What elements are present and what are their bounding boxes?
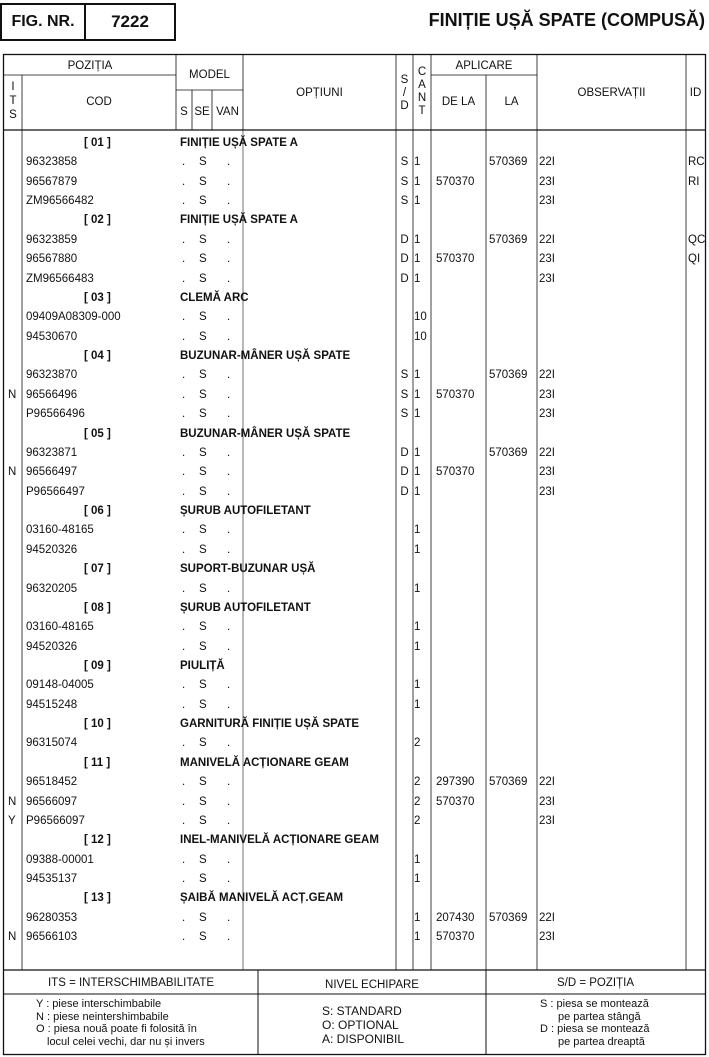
quantity-value: 1 — [414, 699, 421, 711]
legend-nivel-text — [322, 1004, 404, 1046]
observation-value: 22I — [539, 234, 555, 246]
quantity-value: 2 — [414, 815, 421, 827]
from-value: 297390 — [436, 776, 475, 788]
position-number: [ 10 ] — [84, 718, 111, 730]
model-van-mark: . — [227, 195, 231, 207]
model-se-mark: S — [199, 389, 207, 401]
side-value: S — [400, 195, 409, 207]
model-van-mark: . — [227, 447, 231, 459]
part-code: 96566496 — [26, 389, 78, 401]
position-number: [ 11 ] — [84, 757, 111, 769]
part-code: 96566103 — [26, 931, 78, 943]
observation-value: 23I — [539, 486, 555, 498]
model-se-mark: S — [199, 873, 207, 885]
sd-header-slash: / — [402, 87, 407, 99]
model-van-mark: . — [227, 737, 231, 749]
model-van-mark: . — [227, 583, 231, 595]
model-van-mark: . — [227, 389, 231, 401]
observation-value: 23I — [539, 176, 555, 188]
its-value: N — [8, 796, 17, 808]
quantity-value: 1 — [414, 234, 421, 246]
model-se-mark: S — [199, 679, 207, 691]
model-s-mark: . — [182, 331, 186, 343]
part-code: ZM96566482 — [26, 195, 94, 207]
model-s-mark: . — [182, 524, 186, 536]
observation-value: 22I — [539, 912, 555, 924]
model-van-mark: . — [227, 679, 231, 691]
model-van-mark: . — [227, 486, 231, 498]
from-value: 570370 — [436, 796, 475, 808]
dela-header: DE LA — [441, 96, 476, 108]
quantity-value: 1 — [414, 273, 421, 285]
side-value: S — [400, 176, 409, 188]
model-se-mark: S — [199, 815, 207, 827]
model-van-mark: . — [227, 912, 231, 924]
to-value: 570369 — [489, 234, 528, 246]
model-se-mark: S — [199, 176, 207, 188]
model-s-mark: . — [182, 408, 186, 420]
model-van-mark: . — [227, 699, 231, 711]
from-value: 207430 — [436, 912, 475, 924]
quantity-value: 1 — [414, 176, 421, 188]
side-value: S — [400, 369, 409, 381]
part-code: 96567880 — [26, 253, 78, 265]
observation-value: 23I — [539, 931, 555, 943]
model-s-mark: . — [182, 544, 186, 556]
part-code: 09148-04005 — [26, 679, 94, 691]
model-se-mark: S — [199, 156, 207, 168]
quantity-value: 10 — [414, 331, 427, 343]
model-se-mark: S — [199, 544, 207, 556]
its-value: N — [8, 389, 17, 401]
observation-value: 23I — [539, 195, 555, 207]
side-value: D — [400, 486, 409, 498]
side-value: S — [400, 408, 409, 420]
observation-value: 22I — [539, 776, 555, 788]
side-value: D — [400, 234, 409, 246]
legend-nivel-line: A: DISPONIBIL — [322, 1032, 405, 1046]
part-code: 96320205 — [26, 583, 78, 595]
its-header-i: I — [11, 81, 15, 93]
model-s-mark: . — [182, 699, 186, 711]
group-name: ȘURUB AUTOFILETANT — [180, 602, 311, 614]
part-code: P96566097 — [26, 815, 85, 827]
group-name: GARNITURĂ FINIȚIE UȘĂ SPATE — [180, 718, 360, 730]
quantity-value: 1 — [414, 621, 421, 633]
cant-header-n: N — [417, 92, 427, 104]
its-header-t: T — [9, 95, 17, 107]
part-code: 96323859 — [26, 234, 78, 246]
model-s-mark: . — [182, 273, 186, 285]
legend-nivel-title: NIVEL ECHIPARE — [325, 979, 419, 991]
to-value: 570369 — [489, 156, 528, 168]
model-s-mark: . — [182, 621, 186, 633]
group-name: FINIȚIE UȘĂ SPATE A — [180, 214, 298, 226]
model-van-header: VAN — [216, 106, 239, 118]
to-value: 570369 — [489, 369, 528, 381]
model-van-mark: . — [227, 176, 231, 188]
model-s-mark: . — [182, 311, 186, 323]
model-s-mark: . — [182, 253, 186, 265]
position-number: [ 13 ] — [84, 892, 111, 904]
model-s-mark: . — [182, 737, 186, 749]
to-value: 570369 — [489, 447, 528, 459]
cod-header: COD — [86, 96, 112, 108]
quantity-value: 1 — [414, 544, 421, 556]
quantity-value: 2 — [414, 737, 421, 749]
part-code: ZM96566483 — [26, 273, 94, 285]
legend-sd-line: pe partea dreaptă — [558, 1035, 645, 1048]
model-s-mark: . — [182, 466, 186, 478]
group-name: BUZUNAR-MÂNER UȘĂ SPATE — [180, 428, 351, 440]
model-se-mark: S — [199, 931, 207, 943]
observation-value: 23I — [539, 408, 555, 420]
model-se-mark: S — [199, 776, 207, 788]
model-s-mark: . — [182, 195, 186, 207]
model-s-mark: . — [182, 679, 186, 691]
quantity-value: 1 — [414, 583, 421, 595]
group-name: BUZUNAR-MÂNER UȘĂ SPATE — [180, 350, 351, 362]
part-code: 96323871 — [26, 447, 78, 459]
model-s-mark: . — [182, 156, 186, 168]
model-se-mark: S — [199, 369, 207, 381]
its-header-s: S — [9, 109, 17, 121]
model-se-mark: S — [199, 273, 207, 285]
observation-value: 23I — [539, 796, 555, 808]
model-van-mark: . — [227, 311, 231, 323]
from-value: 570370 — [436, 466, 475, 478]
aplicare-header: APLICARE — [455, 60, 513, 72]
model-van-mark: . — [227, 873, 231, 885]
group-name: PIULIȚĂ — [180, 660, 225, 672]
observation-value: 22I — [539, 447, 555, 459]
quantity-value: 2 — [414, 776, 421, 788]
group-name: ȘAIBĂ MANIVELĂ ACȚ.GEAM — [180, 892, 344, 904]
from-value: 570370 — [436, 176, 475, 188]
to-value: 570369 — [489, 912, 528, 924]
id-value: QI — [688, 253, 701, 265]
observation-value: 23I — [539, 273, 555, 285]
model-van-mark: . — [227, 156, 231, 168]
quantity-value: 1 — [414, 195, 421, 207]
id-value: RI — [688, 176, 700, 188]
group-name: MANIVELĂ ACȚIONARE GEAM — [180, 757, 349, 769]
model-s-mark: . — [182, 931, 186, 943]
part-code: 94520326 — [26, 544, 78, 556]
model-s-mark: . — [182, 369, 186, 381]
model-se-mark: S — [199, 195, 207, 207]
side-value: D — [400, 273, 409, 285]
position-number: [ 01 ] — [84, 137, 111, 149]
quantity-value: 1 — [414, 912, 421, 924]
observation-value: 23I — [539, 466, 555, 478]
model-se-mark: S — [199, 737, 207, 749]
group-name: CLEMĂ ARC — [180, 292, 249, 304]
side-value: S — [400, 156, 409, 168]
cant-header-t: T — [418, 105, 426, 117]
part-code: 96323870 — [26, 369, 78, 381]
position-number: [ 07 ] — [84, 563, 111, 575]
quantity-value: 1 — [414, 156, 421, 168]
to-value: 570369 — [489, 776, 528, 788]
page-title: FINIȚIE UȘĂ SPATE (COMPUSĂ) — [428, 10, 705, 30]
model-se-mark: S — [199, 447, 207, 459]
model-van-mark: . — [227, 815, 231, 827]
side-value: S — [400, 389, 409, 401]
its-header — [4, 80, 22, 122]
model-van-mark: . — [227, 854, 231, 866]
position-number: [ 02 ] — [84, 214, 111, 226]
position-number: [ 04 ] — [84, 350, 111, 362]
quantity-value: 1 — [414, 873, 421, 885]
model-van-mark: . — [227, 621, 231, 633]
observation-value: 23I — [539, 253, 555, 265]
model-van-mark: . — [227, 524, 231, 536]
legend-sd-text — [540, 998, 649, 1048]
quantity-value: 1 — [414, 369, 421, 381]
la-header: LA — [504, 96, 519, 108]
model-se-mark: S — [199, 641, 207, 653]
model-s-mark: . — [182, 176, 186, 188]
cant-header-a: A — [418, 79, 426, 91]
legend-sd-title: S/D = POZIȚIA — [556, 977, 634, 989]
quantity-value: 1 — [414, 253, 421, 265]
quantity-value: 1 — [414, 641, 421, 653]
model-header: MODEL — [189, 69, 230, 81]
group-name: ȘURUB AUTOFILETANT — [180, 505, 311, 517]
model-van-mark: . — [227, 776, 231, 788]
model-s-mark: . — [182, 447, 186, 459]
model-s-mark: . — [182, 641, 186, 653]
model-s-mark: . — [182, 583, 186, 595]
part-code: 09388-00001 — [26, 854, 94, 866]
sd-header — [396, 74, 413, 113]
model-se-mark: S — [199, 486, 207, 498]
quantity-value: 10 — [414, 311, 427, 323]
model-s-mark: . — [182, 912, 186, 924]
model-van-mark: . — [227, 466, 231, 478]
id-value: RC — [688, 156, 705, 168]
model-s-mark: . — [182, 854, 186, 866]
its-value: Y — [8, 815, 16, 827]
model-van-mark: . — [227, 641, 231, 653]
quantity-value: 2 — [414, 796, 421, 808]
side-value: D — [400, 447, 409, 459]
part-code: 96315074 — [26, 737, 78, 749]
part-code: 96280353 — [26, 912, 78, 924]
legend-nivel-line: O: OPTIONAL — [322, 1018, 399, 1032]
model-se-mark: S — [199, 466, 207, 478]
model-van-mark: . — [227, 273, 231, 285]
model-se-mark: S — [199, 583, 207, 595]
model-van-mark: . — [227, 408, 231, 420]
side-value: D — [400, 253, 409, 265]
legend-sd-line: S : piesa se montează — [540, 998, 649, 1010]
quantity-value: 1 — [414, 679, 421, 691]
sd-header-d: D — [400, 100, 409, 112]
part-code: P96566496 — [26, 408, 85, 420]
observation-value: 23I — [539, 389, 555, 401]
cant-header-c: C — [417, 66, 427, 78]
model-s-mark: . — [182, 796, 186, 808]
model-van-mark: . — [227, 234, 231, 246]
model-se-mark: S — [199, 699, 207, 711]
model-s-header: S — [180, 106, 188, 118]
id-header: ID — [689, 87, 702, 99]
quantity-value: 1 — [414, 466, 421, 478]
model-van-mark: . — [227, 331, 231, 343]
part-code: 94515248 — [26, 699, 78, 711]
model-van-mark: . — [227, 253, 231, 265]
model-se-mark: S — [199, 621, 207, 633]
legend-sd-line: D : piesa se montează — [540, 1023, 650, 1035]
cant-header — [413, 66, 431, 118]
group-name: INEL-MANIVELĂ ACȚIONARE GEAM — [180, 834, 379, 846]
model-se-mark: S — [199, 854, 207, 866]
model-se-mark: S — [199, 234, 207, 246]
legend-nivel-line: S: STANDARD — [322, 1004, 402, 1018]
part-code: 03160-48165 — [26, 621, 94, 633]
part-code: 94530670 — [26, 331, 78, 343]
part-code: 94535137 — [26, 873, 78, 885]
model-s-mark: . — [182, 776, 186, 788]
from-value: 570370 — [436, 931, 475, 943]
legend-its-line: Y : piese interschimbabile — [36, 998, 162, 1010]
part-code: 94520326 — [26, 641, 78, 653]
its-value: N — [8, 466, 17, 478]
model-se-mark: S — [199, 524, 207, 536]
model-se-mark: S — [199, 311, 207, 323]
part-code: 96323858 — [26, 156, 78, 168]
group-name: FINIȚIE UȘĂ SPATE A — [180, 137, 298, 149]
part-code: 96566497 — [26, 466, 78, 478]
position-number: [ 08 ] — [84, 602, 111, 614]
model-se-mark: S — [199, 331, 207, 343]
sd-header-s: S — [400, 74, 409, 86]
model-van-mark: . — [227, 931, 231, 943]
id-value: QC — [688, 234, 706, 246]
model-s-mark: . — [182, 234, 186, 246]
legend-its-line: locul celei vechi, dar nu și invers — [47, 1035, 205, 1048]
model-s-mark: . — [182, 389, 186, 401]
observation-value: 23I — [539, 815, 555, 827]
model-se-mark: S — [199, 408, 207, 420]
model-se-mark: S — [199, 253, 207, 265]
optiuni-header: OPȚIUNI — [296, 87, 343, 99]
model-se-header: SE — [194, 106, 210, 118]
position-number: [ 09 ] — [84, 660, 111, 672]
fig-label: FIG. NR. — [2, 5, 86, 39]
from-value: 570370 — [436, 389, 475, 401]
model-se-mark: S — [199, 796, 207, 808]
model-van-mark: . — [227, 544, 231, 556]
position-number: [ 12 ] — [84, 834, 111, 846]
legend-its-title: ITS = INTERSCHIMBABILITATE — [47, 977, 215, 989]
quantity-value: 1 — [414, 524, 421, 536]
position-number: [ 05 ] — [84, 428, 111, 440]
part-code: P96566497 — [26, 486, 85, 498]
quantity-value: 1 — [414, 931, 421, 943]
observatii-header: OBSERVAȚII — [577, 87, 646, 99]
quantity-value: 1 — [414, 389, 421, 401]
part-code: 09409A08309-000 — [26, 311, 121, 323]
its-value: N — [8, 931, 17, 943]
legend-sd-line: pe partea stângă — [558, 1010, 641, 1023]
position-number: [ 03 ] — [84, 292, 111, 304]
observation-value: 22I — [539, 156, 555, 168]
model-s-mark: . — [182, 815, 186, 827]
legend-its-line: O : piesa nouă poate fi folosită în — [36, 1023, 197, 1035]
quantity-value: 1 — [414, 447, 421, 459]
part-code: 96567879 — [26, 176, 78, 188]
quantity-value: 1 — [414, 854, 421, 866]
side-value: D — [400, 466, 409, 478]
observation-value: 22I — [539, 369, 555, 381]
pozitia-header: POZIȚIA — [67, 60, 113, 72]
model-se-mark: S — [199, 912, 207, 924]
model-van-mark: . — [227, 796, 231, 808]
quantity-value: 1 — [414, 408, 421, 420]
from-value: 570370 — [436, 253, 475, 265]
legend-its-line: N : piese neintershimbabile — [36, 1010, 169, 1023]
part-code: 96518452 — [26, 776, 78, 788]
model-s-mark: . — [182, 486, 186, 498]
model-s-mark: . — [182, 873, 186, 885]
part-code: 96566097 — [26, 796, 78, 808]
model-van-mark: . — [227, 369, 231, 381]
quantity-value: 1 — [414, 486, 421, 498]
legend-its-text — [36, 998, 205, 1048]
group-name: SUPORT-BUZUNAR UȘĂ — [180, 563, 316, 575]
part-code: 03160-48165 — [26, 524, 94, 536]
position-number: [ 06 ] — [84, 505, 111, 517]
fig-number: 7222 — [111, 12, 149, 31]
